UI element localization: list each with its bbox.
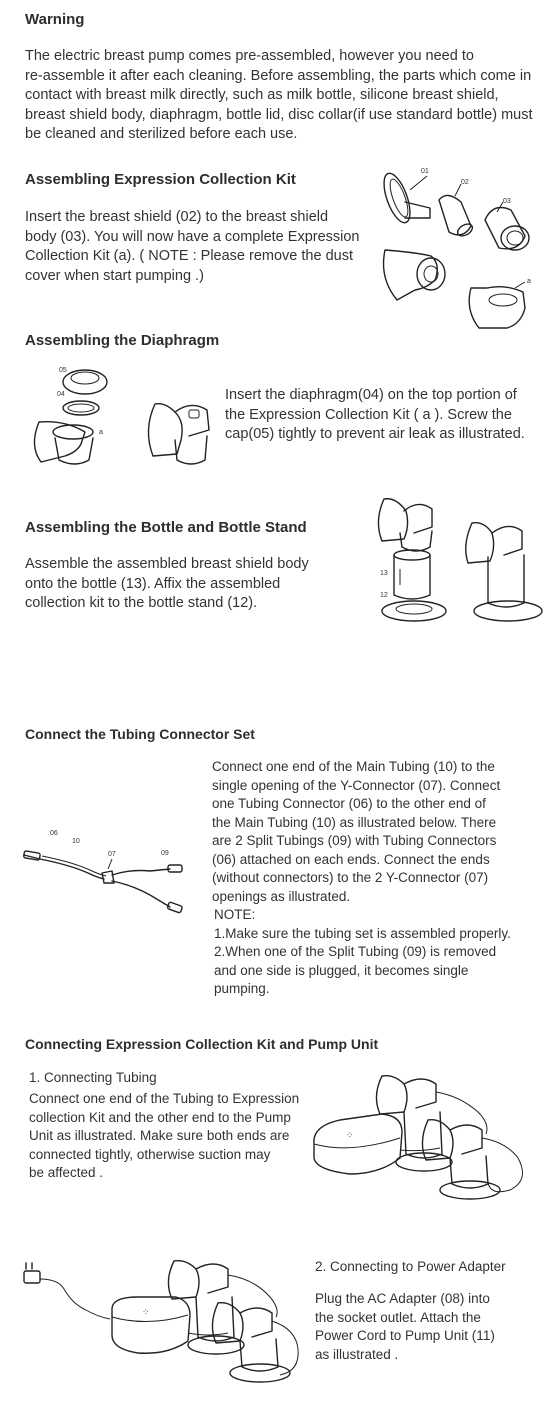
power-line: Plug the AC Adapter (08) into bbox=[315, 1291, 490, 1306]
split-tubing-illustration bbox=[112, 865, 183, 913]
expression-kit-back-illustration bbox=[376, 1076, 452, 1171]
warning-line: contact with breast milk directly, such as milk bottle, silicone breast shield, bbox=[25, 87, 499, 103]
bottle-line: collection kit to the bottle stand (12). bbox=[25, 595, 258, 611]
tubing-line: (06) attached on each ends. Connect the ends bbox=[212, 851, 490, 867]
expression-kit-front-illustration bbox=[422, 1120, 500, 1199]
assembled-kit-a-illustration bbox=[469, 282, 525, 328]
connect-line: be affected . bbox=[29, 1165, 104, 1180]
bottle-instructions bbox=[25, 555, 355, 614]
kit-line: Collection Kit (a). ( NOTE : Please remove the dust bbox=[25, 248, 353, 264]
pump-unit-tubing-illustration bbox=[310, 1062, 550, 1202]
connect-line: connected tightly, otherwise suction may bbox=[29, 1146, 271, 1162]
label-01: 01 bbox=[421, 168, 429, 175]
kit-line: Insert the breast shield (02) to the breast shield bbox=[25, 209, 329, 225]
y-connector-illustration bbox=[102, 859, 114, 883]
label-a: a bbox=[99, 429, 103, 436]
diaphragm-instructions bbox=[225, 386, 555, 445]
bottle-line: onto the bottle (13). Affix the assembled bbox=[25, 575, 281, 592]
tubing-line: Connect one end of the Main Tubing (10) to the bbox=[212, 759, 495, 774]
bottle-part-illustration bbox=[394, 550, 430, 599]
note-line: 2.When one of the Split Tubing (09) is removed bbox=[214, 944, 497, 959]
power-line: as illustrated . bbox=[315, 1346, 399, 1362]
connect-section-title: Connecting Expression Collection Kit and Pump Unit bbox=[25, 1036, 379, 1052]
warning-text bbox=[25, 47, 550, 145]
bottle-stand-illustration bbox=[382, 601, 446, 621]
power-line: the socket outlet. Attach the bbox=[315, 1309, 481, 1325]
label-06: 06 bbox=[50, 830, 58, 837]
kit-line: cover when start pumping .) bbox=[25, 267, 204, 284]
connect-line: Unit as illustrated. Make sure both ends are bbox=[29, 1128, 290, 1143]
tubing-section-title: Connect the Tubing Connector Set bbox=[25, 726, 255, 742]
breast-shield-part-illustration bbox=[379, 170, 430, 226]
bottle-section-title: Assembling the Bottle and Bottle Stand bbox=[25, 519, 307, 536]
shield-on-top-illustration bbox=[378, 499, 432, 551]
tubing-line: are 2 Split Tubings (09) with Tubing Connectors bbox=[212, 833, 497, 848]
warning-line: be cleaned and sterilized before each use. bbox=[25, 126, 298, 142]
label-a: a bbox=[527, 278, 531, 285]
warning-line: re-assemble it after each cleaning. Before assembling, the parts which come in bbox=[25, 67, 532, 84]
kit-instructions bbox=[25, 208, 375, 286]
kit-line: body (03). You will now have a complete Expression bbox=[25, 228, 360, 245]
label-09: 09 bbox=[161, 850, 169, 857]
tubing-instructions bbox=[212, 758, 552, 906]
diaphragm-illustration bbox=[25, 360, 220, 470]
pump-unit-illustration bbox=[314, 1114, 402, 1174]
diaphragm-line: cap(05) tightly to prevent air leak as illustrated. bbox=[225, 426, 525, 442]
tubing-line: the Main Tubing (10) as illustrated below. There bbox=[212, 814, 497, 830]
kit-base-illustration bbox=[34, 422, 93, 464]
tubing-line: (without connectors) to the 2 Y-Connector (07) bbox=[212, 870, 489, 885]
label-03: 03 bbox=[503, 198, 511, 205]
power-adapter-subtitle: 2. Connecting to Power Adapter bbox=[315, 1259, 506, 1274]
power-line: Power Cord to Pump Unit (11) bbox=[315, 1328, 495, 1343]
kit-illustration bbox=[375, 160, 550, 335]
ac-adapter-illustration bbox=[24, 1263, 110, 1319]
label-12: 12 bbox=[380, 592, 388, 599]
label-10: 10 bbox=[72, 838, 80, 845]
label-04: 04 bbox=[57, 391, 65, 398]
label-13: 13 bbox=[380, 570, 388, 577]
warning-line: The electric breast pump comes pre-assembled, however you need to bbox=[25, 48, 474, 64]
bottle-illustration bbox=[370, 485, 550, 630]
tubing-illustration bbox=[20, 825, 190, 925]
note-title: NOTE: bbox=[214, 907, 256, 922]
pump-unit-illustration bbox=[112, 1297, 190, 1353]
connect-line: Connect one end of the Tubing to Expression bbox=[29, 1091, 300, 1106]
warning-line: breast shield body, diaphragm, bottle lid, disc collar(if use standard bottle) must bbox=[25, 106, 533, 123]
pump-panel-icon: ⁘ bbox=[346, 1130, 354, 1140]
tubing-note bbox=[214, 906, 554, 999]
pump-panel-icon: ⁘ bbox=[142, 1307, 150, 1317]
note-line: 1.Make sure the tubing set is assembled properly. bbox=[214, 925, 511, 941]
kit-section-title: Assembling Expression Collection Kit bbox=[25, 171, 296, 188]
connect-line: collection Kit and the other end to the Pump bbox=[29, 1109, 291, 1125]
shield-funnel-illustration bbox=[439, 184, 474, 238]
expression-kit-back-illustration bbox=[168, 1261, 244, 1354]
tubing-line: one Tubing Connector (06) to the other end of bbox=[212, 796, 486, 811]
power-adapter-illustration bbox=[18, 1245, 308, 1405]
assembled-kit-illustration bbox=[384, 250, 446, 300]
power-adapter-instructions bbox=[315, 1290, 545, 1364]
bottle-line: Assemble the assembled breast shield body bbox=[25, 556, 309, 572]
diaphragm-line: Insert the diaphragm(04) on the top portion of bbox=[225, 387, 517, 403]
label-05: 05 bbox=[59, 367, 67, 374]
tubing-line: openings as illustrated. bbox=[212, 888, 351, 904]
assembled-diaphragm-kit-illustration bbox=[148, 404, 209, 464]
expression-kit-front-illustration bbox=[212, 1303, 290, 1382]
main-tubing-illustration bbox=[23, 851, 106, 879]
connecting-tubing-subtitle: 1. Connecting Tubing bbox=[29, 1070, 157, 1085]
label-02: 02 bbox=[461, 179, 469, 186]
label-07: 07 bbox=[108, 851, 116, 858]
tubing-line: single opening of the Y-Connector (07). Connect bbox=[212, 777, 501, 793]
shield-body-illustration bbox=[485, 202, 529, 250]
diaphragm-section-title: Assembling the Diaphragm bbox=[25, 332, 220, 349]
connecting-tubing-instructions bbox=[29, 1090, 309, 1183]
assembled-bottle-illustration bbox=[466, 523, 542, 621]
diaphragm-line: the Expression Collection Kit ( a ). Screw the bbox=[225, 406, 512, 423]
note-line: and one side is plugged, it becomes single bbox=[214, 962, 469, 978]
cap-illustration bbox=[63, 370, 107, 394]
note-line: pumping. bbox=[214, 981, 270, 996]
diaphragm-part-illustration bbox=[63, 401, 99, 415]
warning-title: Warning bbox=[25, 11, 85, 28]
